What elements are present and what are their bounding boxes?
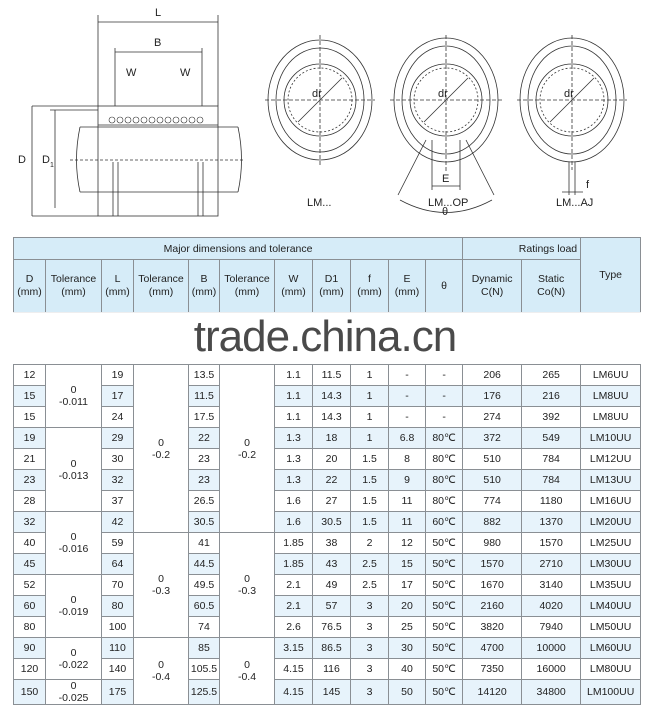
cell-b: 49.5 bbox=[189, 575, 220, 596]
table-row bbox=[14, 449, 641, 470]
cell-e: - bbox=[389, 407, 426, 428]
cell-w: 4.15 bbox=[275, 659, 313, 680]
table-row bbox=[14, 638, 641, 659]
cell-d1: 49 bbox=[313, 575, 351, 596]
column-header-label: L bbox=[114, 273, 121, 285]
column-header bbox=[351, 260, 389, 313]
cell-b-tolerance-bottom: -0.4 bbox=[237, 671, 257, 683]
cell-c: 1570 bbox=[463, 554, 522, 575]
cell-b-tolerance-top: 0 bbox=[244, 573, 250, 585]
column-header-unit: (mm) bbox=[191, 286, 217, 298]
cell-l: 29 bbox=[102, 428, 134, 449]
cell-co: 2710 bbox=[522, 554, 581, 575]
cell-w: 1.6 bbox=[275, 512, 313, 533]
column-header bbox=[463, 260, 522, 313]
group-header-ratings: Ratings load bbox=[463, 238, 581, 260]
cell-d-tolerance bbox=[46, 638, 102, 680]
cell-b: 60.5 bbox=[189, 596, 220, 617]
column-header-label: Tolerance bbox=[50, 273, 97, 285]
cell-c: 14120 bbox=[463, 680, 522, 705]
cell-c: 4700 bbox=[463, 638, 522, 659]
cell-d: 12 bbox=[14, 365, 46, 386]
caption-lm-op: LM...OP bbox=[428, 197, 469, 209]
cell-b: 74 bbox=[189, 617, 220, 638]
cell-w: 2.1 bbox=[275, 575, 313, 596]
cell-e: 11 bbox=[389, 512, 426, 533]
cell-theta: 50℃ bbox=[426, 575, 463, 596]
column-header-label: f bbox=[368, 273, 371, 285]
cell-c: 510 bbox=[463, 470, 522, 491]
cell-type: LM13UU bbox=[581, 470, 641, 491]
cell-w: 1.3 bbox=[275, 428, 313, 449]
cell-theta: - bbox=[426, 407, 463, 428]
cell-b-tolerance-bottom: -0.3 bbox=[237, 585, 257, 597]
cell-d1: 86.5 bbox=[313, 638, 351, 659]
cell-b-tolerance-top: 0 bbox=[244, 659, 250, 671]
cell-theta: 50℃ bbox=[426, 596, 463, 617]
cell-l: 70 bbox=[102, 575, 134, 596]
cell-d1: 38 bbox=[313, 533, 351, 554]
cell-b: 125.5 bbox=[189, 680, 220, 705]
cell-c: 1670 bbox=[463, 575, 522, 596]
label-theta: θ bbox=[442, 206, 449, 218]
group-header-major: Major dimensions and tolerance bbox=[14, 238, 463, 260]
cell-theta: 50℃ bbox=[426, 680, 463, 705]
cell-d-tolerance bbox=[46, 512, 102, 575]
cell-d: 60 bbox=[14, 596, 46, 617]
cell-c: 7350 bbox=[463, 659, 522, 680]
cell-l-tolerance bbox=[134, 365, 189, 533]
cell-d: 120 bbox=[14, 659, 46, 680]
column-header bbox=[389, 260, 426, 313]
cell-co: 1570 bbox=[522, 533, 581, 554]
cell-c: 274 bbox=[463, 407, 522, 428]
cell-f: 1 bbox=[351, 428, 389, 449]
cell-type: LM80UU bbox=[581, 659, 641, 680]
cell-co: 3140 bbox=[522, 575, 581, 596]
cell-d: 150 bbox=[14, 680, 46, 705]
caption-lm-aj: LM...AJ bbox=[556, 197, 594, 209]
cell-co: 10000 bbox=[522, 638, 581, 659]
cell-co: 549 bbox=[522, 428, 581, 449]
cell-e: - bbox=[389, 386, 426, 407]
cell-d: 23 bbox=[14, 470, 46, 491]
column-header-unit: (mm) bbox=[61, 286, 86, 298]
cell-d1: 116 bbox=[313, 659, 351, 680]
cell-d1: 20 bbox=[313, 449, 351, 470]
cell-b-tolerance bbox=[220, 533, 275, 638]
cell-l: 59 bbox=[102, 533, 134, 554]
cell-b: 41 bbox=[189, 533, 220, 554]
cell-c: 980 bbox=[463, 533, 522, 554]
cell-b: 13.5 bbox=[189, 365, 220, 386]
cell-w: 1.6 bbox=[275, 491, 313, 512]
cell-type: LM20UU bbox=[581, 512, 641, 533]
label-dr: dr bbox=[438, 88, 448, 100]
table-row bbox=[14, 596, 641, 617]
column-header-unit: (mm) bbox=[148, 286, 174, 298]
cell-co: 265 bbox=[522, 365, 581, 386]
cell-d: 45 bbox=[14, 554, 46, 575]
cell-d-tolerance-bottom: -0.022 bbox=[58, 658, 89, 671]
column-header bbox=[522, 260, 581, 313]
cell-l: 37 bbox=[102, 491, 134, 512]
column-header-unit: C(N) bbox=[481, 286, 504, 298]
cell-l: 24 bbox=[102, 407, 134, 428]
cell-b: 11.5 bbox=[189, 386, 220, 407]
cell-d1: 57 bbox=[313, 596, 351, 617]
cell-l: 42 bbox=[102, 512, 134, 533]
cell-w: 1.1 bbox=[275, 386, 313, 407]
table-row bbox=[14, 533, 641, 554]
cell-d: 52 bbox=[14, 575, 46, 596]
cell-c: 372 bbox=[463, 428, 522, 449]
cell-b: 22 bbox=[189, 428, 220, 449]
label-f: f bbox=[586, 179, 590, 191]
cell-type: LM8UU bbox=[581, 407, 641, 428]
column-header-label: B bbox=[200, 273, 208, 285]
cell-b-tolerance bbox=[220, 638, 275, 705]
cell-type: LM8UU bbox=[581, 386, 641, 407]
label-W2: W bbox=[180, 67, 191, 79]
cell-w: 1.3 bbox=[275, 470, 313, 491]
cell-e: 15 bbox=[389, 554, 426, 575]
cell-b: 23 bbox=[189, 470, 220, 491]
cell-co: 392 bbox=[522, 407, 581, 428]
cell-c: 176 bbox=[463, 386, 522, 407]
cell-d: 15 bbox=[14, 386, 46, 407]
cell-c: 774 bbox=[463, 491, 522, 512]
column-header bbox=[189, 260, 220, 313]
table-row bbox=[14, 659, 641, 680]
cell-f: 2.5 bbox=[351, 575, 389, 596]
cell-d-tolerance-bottom: -0.013 bbox=[58, 469, 89, 482]
cell-co: 1180 bbox=[522, 491, 581, 512]
cell-l-tolerance-top: 0 bbox=[158, 436, 164, 449]
cell-d-tolerance-top: 0 bbox=[70, 457, 77, 470]
cell-co: 784 bbox=[522, 470, 581, 491]
cell-type: LM12UU bbox=[581, 449, 641, 470]
cell-co: 34800 bbox=[522, 680, 581, 705]
cell-theta: 80℃ bbox=[426, 449, 463, 470]
cell-d-tolerance-top: 0 bbox=[70, 594, 77, 606]
table-row bbox=[14, 575, 641, 596]
cell-l: 64 bbox=[102, 554, 134, 575]
cell-d1: 14.3 bbox=[313, 386, 351, 407]
cell-b-tolerance bbox=[220, 365, 275, 533]
cell-l: 30 bbox=[102, 449, 134, 470]
caption-lm: LM... bbox=[307, 197, 332, 209]
cell-theta: 50℃ bbox=[426, 638, 463, 659]
label-D1: D bbox=[42, 154, 50, 166]
cell-l: 32 bbox=[102, 470, 134, 491]
label-D1-sub: 1 bbox=[50, 162, 54, 169]
cell-theta: 50℃ bbox=[426, 554, 463, 575]
cell-d1: 11.5 bbox=[313, 365, 351, 386]
cell-l: 19 bbox=[102, 365, 134, 386]
cell-d1: 27 bbox=[313, 491, 351, 512]
cell-d: 15 bbox=[14, 407, 46, 428]
column-header-type: Type bbox=[581, 238, 641, 313]
column-header-label: D1 bbox=[324, 273, 339, 285]
cell-e: 8 bbox=[389, 449, 426, 470]
cell-e: 30 bbox=[389, 638, 426, 659]
cell-theta: - bbox=[426, 365, 463, 386]
cell-e: - bbox=[389, 365, 426, 386]
table-row bbox=[14, 680, 641, 705]
cell-l-tolerance bbox=[134, 533, 189, 638]
column-header-unit: (mm) bbox=[394, 286, 420, 298]
cell-e: 11 bbox=[389, 491, 426, 512]
cell-l-tolerance-bottom: -0.4 bbox=[151, 671, 171, 683]
cell-b: 26.5 bbox=[189, 491, 220, 512]
cell-d-tolerance-bottom: -0.011 bbox=[59, 396, 88, 408]
dimensions-table bbox=[13, 237, 641, 705]
cell-theta: 60℃ bbox=[426, 512, 463, 533]
table-row bbox=[14, 365, 641, 386]
cell-co: 16000 bbox=[522, 659, 581, 680]
cell-d: 32 bbox=[14, 512, 46, 533]
cell-d-tolerance-top: 0 bbox=[70, 680, 77, 692]
column-header bbox=[14, 260, 46, 313]
cell-c: 2160 bbox=[463, 596, 522, 617]
table-row bbox=[14, 428, 641, 449]
cell-e: 50 bbox=[389, 680, 426, 705]
cell-d1: 18 bbox=[313, 428, 351, 449]
cell-d-tolerance-bottom: -0.016 bbox=[58, 543, 89, 555]
cell-f: 2.5 bbox=[351, 554, 389, 575]
column-header-unit: (mm) bbox=[357, 286, 382, 298]
cell-b: 17.5 bbox=[189, 407, 220, 428]
cell-l: 140 bbox=[102, 659, 134, 680]
cell-d1: 145 bbox=[313, 680, 351, 705]
cell-d: 40 bbox=[14, 533, 46, 554]
column-header bbox=[134, 260, 189, 313]
cell-d1: 22 bbox=[313, 470, 351, 491]
cell-d-tolerance-top: 0 bbox=[70, 384, 77, 396]
cell-f: 1.5 bbox=[351, 470, 389, 491]
cell-co: 784 bbox=[522, 449, 581, 470]
cell-co: 1370 bbox=[522, 512, 581, 533]
cell-d: 90 bbox=[14, 638, 46, 659]
cell-c: 3820 bbox=[463, 617, 522, 638]
cell-d1: 76.5 bbox=[313, 617, 351, 638]
label-B: B bbox=[154, 37, 162, 49]
cell-e: 25 bbox=[389, 617, 426, 638]
label-W1: W bbox=[126, 67, 137, 79]
table-row bbox=[14, 491, 641, 512]
label-D: D bbox=[18, 154, 26, 166]
cell-type: LM30UU bbox=[581, 554, 641, 575]
cell-b-tolerance-bottom: -0.2 bbox=[237, 448, 257, 461]
cell-l-tolerance-top: 0 bbox=[158, 573, 164, 585]
cell-l-tolerance bbox=[134, 638, 189, 705]
cell-d-tolerance-bottom: -0.019 bbox=[58, 606, 89, 618]
label-E: E bbox=[442, 173, 450, 185]
cell-l-tolerance-bottom: -0.2 bbox=[151, 448, 171, 461]
cell-w: 2.1 bbox=[275, 596, 313, 617]
cell-f: 2 bbox=[351, 533, 389, 554]
cell-c: 206 bbox=[463, 365, 522, 386]
column-header-unit: (mm) bbox=[105, 286, 130, 298]
cell-l: 110 bbox=[102, 638, 134, 659]
cell-b: 30.5 bbox=[189, 512, 220, 533]
cell-theta: 80℃ bbox=[426, 428, 463, 449]
cell-theta: 50℃ bbox=[426, 659, 463, 680]
cell-e: 12 bbox=[389, 533, 426, 554]
cell-f: 3 bbox=[351, 680, 389, 705]
cell-d: 19 bbox=[14, 428, 46, 449]
cell-d1: 30.5 bbox=[313, 512, 351, 533]
cell-l-tolerance-bottom: -0.3 bbox=[151, 585, 171, 597]
column-header-unit: (mm) bbox=[234, 286, 260, 298]
cell-b: 44.5 bbox=[189, 554, 220, 575]
column-header-unit: (mm) bbox=[281, 286, 306, 298]
column-header bbox=[313, 260, 351, 313]
column-header bbox=[220, 260, 275, 313]
cell-d-tolerance-bottom: -0.025 bbox=[58, 692, 89, 704]
cell-d: 28 bbox=[14, 491, 46, 512]
cell-l: 17 bbox=[102, 386, 134, 407]
cell-l: 100 bbox=[102, 617, 134, 638]
cell-w: 1.85 bbox=[275, 533, 313, 554]
cell-d: 21 bbox=[14, 449, 46, 470]
cell-type: LM35UU bbox=[581, 575, 641, 596]
table-row bbox=[14, 386, 641, 407]
column-header-label: Dynamic bbox=[471, 273, 513, 285]
column-header-unit: Co(N) bbox=[537, 286, 566, 298]
cell-theta: - bbox=[426, 386, 463, 407]
table-row bbox=[14, 617, 641, 638]
watermark: trade.china.cn bbox=[0, 312, 650, 362]
cell-type: LM10UU bbox=[581, 428, 641, 449]
cell-type: LM50UU bbox=[581, 617, 641, 638]
cell-b: 105.5 bbox=[189, 659, 220, 680]
cell-f: 1.5 bbox=[351, 491, 389, 512]
column-header-label: Static bbox=[538, 273, 565, 285]
cell-type: LM16UU bbox=[581, 491, 641, 512]
cell-w: 1.1 bbox=[275, 365, 313, 386]
cell-w: 2.6 bbox=[275, 617, 313, 638]
cell-theta: 50℃ bbox=[426, 533, 463, 554]
label-L: L bbox=[155, 7, 162, 19]
cell-e: 9 bbox=[389, 470, 426, 491]
cell-f: 1.5 bbox=[351, 449, 389, 470]
column-header-label: W bbox=[288, 273, 299, 285]
cell-e: 17 bbox=[389, 575, 426, 596]
column-header-label: D bbox=[25, 273, 34, 285]
cell-type: LM100UU bbox=[581, 680, 641, 705]
cell-b: 23 bbox=[189, 449, 220, 470]
cell-w: 1.85 bbox=[275, 554, 313, 575]
column-header bbox=[46, 260, 102, 313]
cell-co: 4020 bbox=[522, 596, 581, 617]
cell-e: 40 bbox=[389, 659, 426, 680]
cell-co: 7940 bbox=[522, 617, 581, 638]
cell-d1: 14.3 bbox=[313, 407, 351, 428]
cell-f: 3 bbox=[351, 659, 389, 680]
cell-w: 3.15 bbox=[275, 638, 313, 659]
cell-d: 80 bbox=[14, 617, 46, 638]
cell-f: 1 bbox=[351, 386, 389, 407]
cell-f: 1 bbox=[351, 407, 389, 428]
cell-d-tolerance bbox=[46, 575, 102, 638]
cell-e: 20 bbox=[389, 596, 426, 617]
cell-c: 510 bbox=[463, 449, 522, 470]
column-header-unit: (mm) bbox=[17, 286, 42, 298]
cell-d-tolerance bbox=[46, 365, 102, 428]
table-row bbox=[14, 554, 641, 575]
cell-e: 6.8 bbox=[389, 428, 426, 449]
cell-d-tolerance-top: 0 bbox=[70, 531, 77, 543]
column-header-label: θ bbox=[441, 279, 447, 292]
table-row bbox=[14, 470, 641, 491]
column-header-label: E bbox=[403, 273, 411, 285]
column-header-unit: (mm) bbox=[319, 286, 344, 298]
cell-b-tolerance-top: 0 bbox=[244, 436, 250, 449]
cell-f: 3 bbox=[351, 617, 389, 638]
cell-type: LM60UU bbox=[581, 638, 641, 659]
cell-f: 1.5 bbox=[351, 512, 389, 533]
cell-type: LM25UU bbox=[581, 533, 641, 554]
cell-d-tolerance-top: 0 bbox=[70, 646, 77, 659]
table-row bbox=[14, 512, 641, 533]
cell-c: 882 bbox=[463, 512, 522, 533]
cell-l-tolerance-top: 0 bbox=[158, 659, 164, 671]
column-header bbox=[275, 260, 313, 313]
label-dr: dr bbox=[564, 88, 574, 100]
cell-f: 3 bbox=[351, 596, 389, 617]
cell-l: 80 bbox=[102, 596, 134, 617]
cell-f: 1 bbox=[351, 365, 389, 386]
cell-w: 1.3 bbox=[275, 449, 313, 470]
table-row bbox=[14, 407, 641, 428]
cell-l: 175 bbox=[102, 680, 134, 705]
column-header bbox=[102, 260, 134, 313]
cell-w: 4.15 bbox=[275, 680, 313, 705]
cell-d-tolerance bbox=[46, 428, 102, 512]
cell-d1: 43 bbox=[313, 554, 351, 575]
column-header bbox=[426, 260, 463, 313]
cell-co: 216 bbox=[522, 386, 581, 407]
label-dr: dr bbox=[312, 88, 322, 100]
column-header-label: Tolerance bbox=[224, 273, 270, 285]
cell-theta: 80℃ bbox=[426, 470, 463, 491]
cell-theta: 80℃ bbox=[426, 491, 463, 512]
cell-w: 1.1 bbox=[275, 407, 313, 428]
cell-type: LM6UU bbox=[581, 365, 641, 386]
cell-type: LM40UU bbox=[581, 596, 641, 617]
column-header-label: Tolerance bbox=[138, 273, 184, 285]
cell-theta: 50℃ bbox=[426, 617, 463, 638]
bearing-diagram bbox=[0, 0, 650, 230]
cell-d-tolerance bbox=[46, 680, 102, 705]
cell-f: 3 bbox=[351, 638, 389, 659]
cell-b: 85 bbox=[189, 638, 220, 659]
